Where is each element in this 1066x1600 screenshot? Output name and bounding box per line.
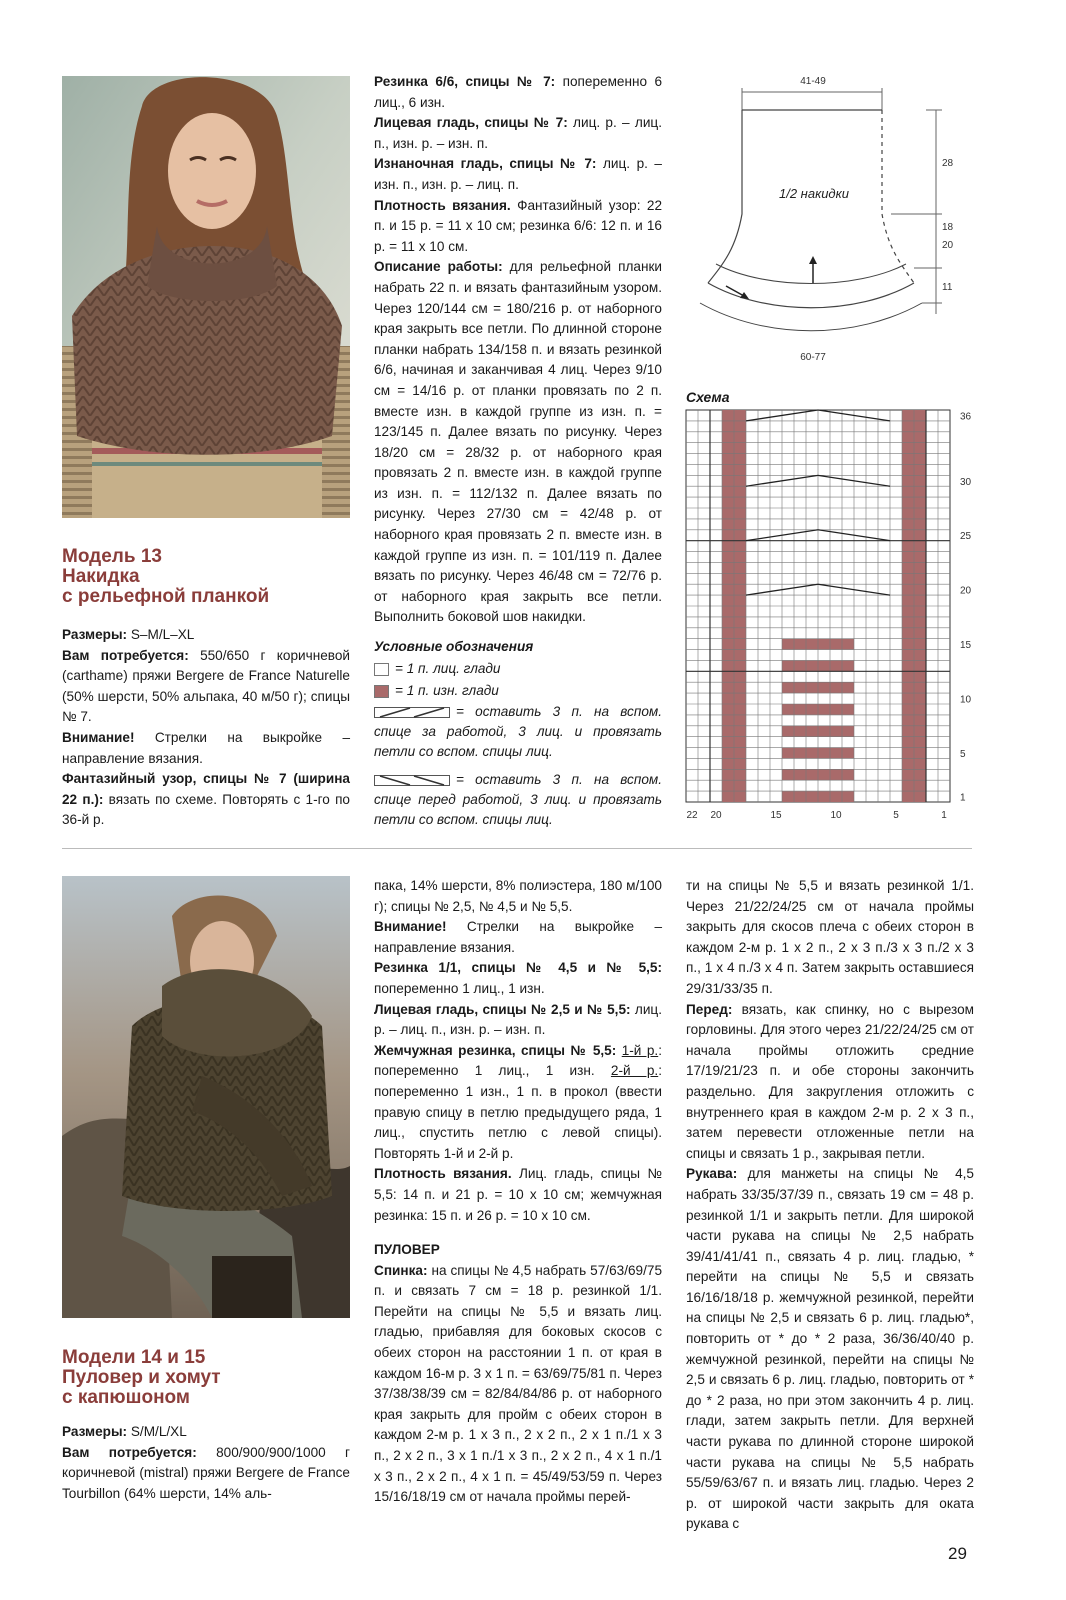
purl-stitch-swatch	[374, 685, 389, 698]
cable-back-symbol	[374, 707, 450, 718]
page-number: 29	[948, 1544, 967, 1563]
need-value: 550/650 г коричневой (carthame) пряжи Bergere de France Naturelle (50% шерсти, 50% альпака, 40 м/50 г); спицы № 7.	[62, 647, 350, 725]
need-label: Вам потребуется:	[62, 647, 189, 663]
pattern-h3: 20	[942, 240, 954, 251]
model-13-title-line-1: Модель 13	[62, 546, 162, 567]
row-1-text: : попеременно 1 лиц., 1 изн.	[374, 1042, 662, 1079]
front-value: вязать, как спинку, но с вырезом горловины. Для этого через 21/22/24/25 см от начала проймы отложить средние 17/19/21/23 п. и обе стороны закончить раздельно. Для закругления отложить с внутреннего края в каждом 2-м р. 2 х 3 п., затем перевести отложенные петли на спицы и связать 1 р., закрывая петли.	[686, 1001, 974, 1161]
legend-cable-back: = оставить 3 п. на вспом. спице за работой, 3 лиц. и провязать петли со вспом. спицы лиц.	[374, 704, 662, 759]
scheme-row-label: 30	[960, 476, 972, 488]
model-13-title-line-2: Накидка	[62, 566, 140, 587]
scheme-row-label: 20	[960, 585, 972, 597]
model-13-text-col-1	[62, 625, 350, 831]
rib-label: Резинка 6/6, спицы № 7:	[374, 74, 556, 89]
sleeves-label: Рукава:	[686, 1166, 738, 1182]
fancy-value: вязать по схеме. Повторять с 1-го по 36-й р.	[62, 791, 350, 828]
stockinette-label-2: Лицевая гладь, спицы № 2,5 и № 5,5:	[374, 1001, 631, 1017]
scheme-col-label: 20	[710, 810, 722, 821]
pattern-h2: 18	[942, 222, 954, 233]
row-2-text: : попеременно 1 изн., 1 п. в прокол (ввести правую спицу в петлю предыдущего ряда, 1 лиц., спустить петлю с левой спицы). Повторять 1-й и 2-й р.	[374, 1063, 662, 1161]
sleeves-value: для манжеты на спицы № 4,5 набрать 33/35/37/39 п., связать 19 см = 48 р. резинкой 1/1 и закрыть петли. Для широкой части рукава на спицы № 2,5 набрать 39/41/41/41 п., связать 4 р. лиц. гладью, * перейти на спицы № 5,5 и связать 16/16/18/18 р. жемчужной резинкой, перейти на спицы № 2,5 и связать 6 р. лиц. гладью*, повторить от * до * 2 раза, 36/36/40/40 р. жемчужной резинкой, перейти на спицы № 2,5 и связать 6 р. лиц. гладью, повторить от * до * 2 раза, но при этом закончить 4 р. лиц. глади, затем закрыть петли. Для верхней части рукава по длинной стороне широкой части рукава на спицы № 5,5 набрать 55/59/63/67 п. и вязать лиц. гладью. Через 2 р. от широкой части закрыть для оката рукава с	[686, 1166, 974, 1532]
sizes-value-2: S/M/L/XL	[127, 1424, 187, 1439]
model-14-photo-illustration	[62, 876, 350, 1318]
pattern-label: 1/2 накидки	[779, 186, 849, 201]
scheme-title: Схема	[686, 389, 730, 405]
model-13-photo-illustration	[62, 76, 350, 518]
model-14-title	[62, 1348, 221, 1408]
pullover-heading: ПУЛОВЕР	[374, 1242, 440, 1258]
scheme-row-label: 25	[960, 531, 972, 543]
scheme-col-label: 10	[830, 810, 842, 821]
fancy-label: Фантазийный узор, спицы № 7 (ширина 22 п.):	[62, 771, 350, 807]
model-14-photo	[62, 876, 350, 1318]
model-13-title	[62, 547, 269, 607]
pattern-h1: 28	[942, 158, 954, 169]
instructions-label: Описание работы:	[374, 259, 503, 275]
scheme-col-label: 1	[941, 810, 947, 821]
attention-value: Стрелки на выкройке – направление вязания.	[62, 729, 350, 766]
legend-purl: = 1 п. изн. глади	[395, 683, 499, 698]
pearl-rib-label: Жемчужная резинка, спицы № 5,5:	[374, 1042, 617, 1058]
model-14-title-line-2: Пуловер и хомут	[62, 1367, 221, 1388]
legend-cable-front: = оставить 3 п. на вспом. спице перед работой, 3 лиц. и провязать петли со вспом. спицы лиц.	[374, 772, 662, 827]
gauge-label-2: Плотность вязания.	[374, 1166, 512, 1182]
half-cape-pattern	[686, 68, 976, 368]
scheme-col-label: 15	[770, 810, 782, 821]
legend	[374, 636, 662, 830]
model-13-text-col-2	[374, 72, 662, 628]
model-14-text-col-2	[374, 876, 662, 1508]
scheme-row-label: 10	[960, 694, 972, 706]
scheme-row-label: 1	[960, 792, 966, 804]
sizes-value: S–M/L–XL	[127, 627, 195, 642]
sizes-label-2: Размеры:	[62, 1424, 128, 1439]
model-14-text-col-1	[62, 1422, 350, 1504]
legend-title: Условные обозначения	[374, 639, 534, 654]
sizes-label: Размеры:	[62, 627, 128, 642]
section-divider	[62, 848, 972, 849]
back-value: на спицы № 4,5 набрать 57/63/69/75 п. и связать 7 см = 18 р. резинкой 1/1. Перейти на спицы № 5,5 и вязать лиц. гладью, прибавляя для боковых скосов с обеих сторон на расстоянии 1 п. от края в каждом 16-м р. 3 х 1 п. = 63/69/75/81 п. Через 37/38/38/39 см = 82/84/84/86 р. от наборного края закрыть для пройм с обеих сторон в каждом 2-м р. 1 х 3 п., 2 х 2 п., 2 х 1 п./1 х 3 п., 2 х 2 п., 3 х 1 п./1 х 3 п., 2 х 2 п., 4 х 1 п./1 х 3 п., 2 х 2 п., 4 х 1 п. = 45/49/53/59 п. Через 15/16/18/19 см от начала проймы перей-	[374, 1262, 662, 1505]
pattern-h4: 11	[942, 282, 953, 293]
rib-value: попеременно 6 лиц., 6 изн.	[374, 74, 663, 110]
instructions-value: для рельефной планки набрать 22 п. и вязать фантазийным узором. Через 120/144 см = 180/216 р. от наборного края закрыть все петли. По длинной стороне планки набрать 134/158 п. и вязать резинкой 6/6, начиная и заканчивая 4 лиц. Через 9/10 см = 14/16 р. от планки провязать по 2 п. вместе изн. в каждой группе из изн. п. = 123/145 п. Далее вязать по рисунку. Через 18/20 см = 28/32 р. от наборного края провязать 2 п. вместе изн. в каждой группе из изн. п. = 112/132 п. Далее вязать по рисунку. Через 27/30 см = 42/48 р. от наборного края провязать 2 п. вместе изн. в каждой группе из изн. п. = 101/119 п. Далее вязать по рисунку. Через 46/48 см = 72/76 р. от наборного края закрыть все петли. Выполнить боковой шов накидки.	[374, 259, 662, 625]
scheme-row-label: 5	[960, 749, 966, 760]
need-value-2: 800/900/900/1000 г коричневой (mistral) пряжи Bergere de France Tourbillon (64% шерсти, 14% аль-	[62, 1444, 350, 1501]
row-2-label: 2-й р.	[610, 1063, 659, 1079]
attention-value-2: Стрелки на выкройке – направление вязания.	[374, 919, 662, 955]
stockinette-value-2: лиц. р. – лиц. п., изн. р. – изн. п.	[374, 1001, 662, 1038]
back-label: Спинка:	[374, 1262, 428, 1278]
model-13-title-line-3: с рельефной планкой	[62, 586, 270, 607]
row-1-label: 1-й р.	[621, 1042, 659, 1058]
gauge-value: Фантазийный узор: 22 п. и 15 р. = 11 х 10 см; резинка 6/6: 12 п. и 16 р. = 11 х 10 см.	[374, 197, 662, 254]
scheme-col-label: 22	[686, 810, 698, 821]
front-label: Перед:	[686, 1001, 733, 1017]
attention-label-2: Внимание!	[374, 919, 447, 935]
attention-label: Внимание!	[62, 729, 135, 745]
knit-stitch-swatch	[374, 663, 389, 676]
col2-continuation: пака, 14% шерсти, 8% полиэстера, 180 м/100 г); спицы № 2,5, № 4,5 и № 5,5.	[374, 878, 662, 914]
model-14-title-line-3: с капюшоном	[62, 1387, 190, 1408]
pattern-bottom-width: 60-77	[800, 352, 826, 363]
reverse-stockinette-label: Изнаночная гладь, спицы № 7:	[374, 156, 597, 172]
reverse-stockinette-value: лиц. р. – изн. п., изн. р. – лиц. п.	[374, 156, 662, 192]
gauge-value-2: Лиц. гладь, спицы № 5,5: 14 п. и 21 р. = 10 х 10 см; жемчужная резинка: 15 п. и 26 р. = 10 х 10 см.	[374, 1166, 662, 1223]
stockinette-value: лиц. р. – лиц. п., изн. р. – изн. п.	[374, 115, 662, 151]
stockinette-label: Лицевая гладь, спицы № 7:	[374, 115, 568, 131]
model-13-photo	[62, 76, 350, 518]
gauge-label: Плотность вязания.	[374, 197, 511, 213]
scheme-row-label: 36	[960, 411, 972, 423]
col3-continuation: ти на спицы № 5,5 и вязать резинкой 1/1. Через 21/22/24/25 см от начала проймы закрыть для скосов плеча с обеих сторон в каждом 2-м р. 1 х 2 п., 2 х 3 п./3 х 3 п./2 х 3 п., 1 х 4 п./3 х 4 п. Затем закрыть оставшиеся 29/31/33/35 п.	[686, 878, 974, 996]
scheme-row-label: 15	[960, 640, 972, 652]
scheme-chart	[684, 408, 974, 828]
scheme-col-label: 5	[893, 810, 899, 821]
pattern-top-width: 41-49	[800, 76, 826, 87]
model-14-title-line-1: Модели 14 и 15	[62, 1347, 206, 1368]
need-label-2: Вам потребуется:	[62, 1444, 197, 1460]
cable-front-symbol	[374, 775, 450, 786]
legend-knit: = 1 п. лиц. глади	[395, 661, 501, 676]
rib-1x1-label: Резинка 1/1, спицы № 4,5 и № 5,5:	[374, 960, 662, 976]
model-14-text-col-3	[686, 876, 974, 1535]
rib-1x1-value: попеременно 1 лиц., 1 изн.	[374, 980, 545, 996]
